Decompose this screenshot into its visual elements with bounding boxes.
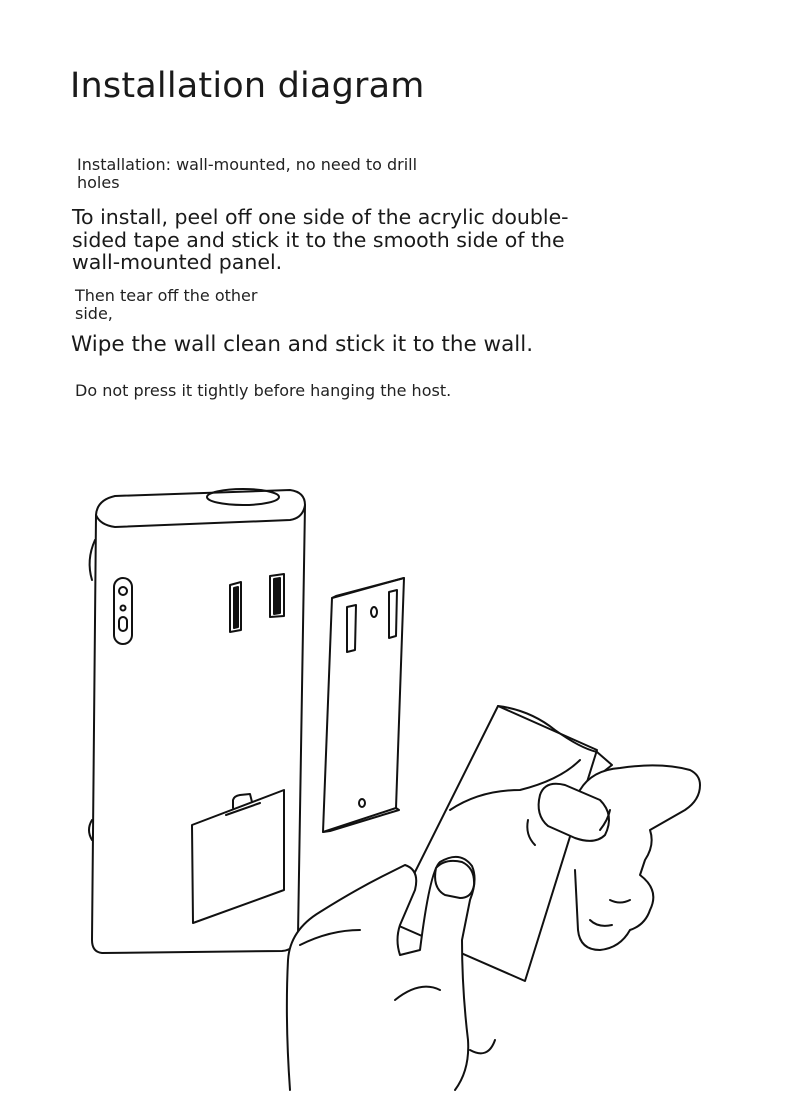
step-wipe-and-stick: Wipe the wall clean and stick it to the wall. bbox=[71, 332, 534, 357]
step-peel-tape: To install, peel off one side of the acrylic double-sided tape and stick it to the smooth side of the wall-mounted panel. bbox=[72, 205, 569, 274]
left-hand bbox=[287, 857, 495, 1090]
caution-note: Do not press it tightly before hanging the host. bbox=[75, 381, 452, 400]
hanging-slots bbox=[230, 574, 284, 632]
host-device bbox=[89, 489, 305, 953]
battery-door bbox=[192, 790, 284, 923]
wall-mounted-panel bbox=[323, 578, 404, 832]
installation-method-note: Installation: wall-mounted, no need to drill holes bbox=[77, 155, 418, 192]
page-title: Installation diagram bbox=[70, 66, 425, 106]
step-tear-other-side: Then tear off the other side, bbox=[75, 286, 258, 323]
